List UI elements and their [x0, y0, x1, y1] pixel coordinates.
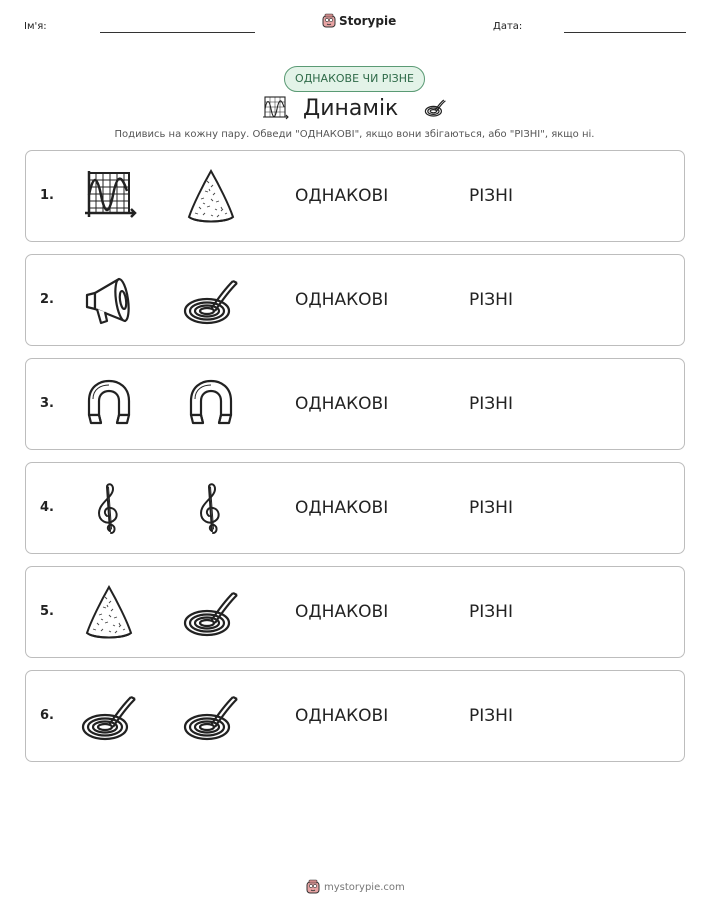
same-option[interactable]: ОДНАКОВІ [295, 706, 389, 726]
different-option[interactable]: РІЗНІ [469, 602, 513, 622]
magnet-icon [79, 375, 139, 435]
pair-row-1 [25, 150, 685, 242]
chart-icon [79, 167, 139, 227]
pair-row-2 [25, 254, 685, 346]
logo-text: Storypie [339, 14, 397, 28]
same-option[interactable]: ОДНАКОВІ [295, 498, 389, 518]
magnet-icon [181, 375, 241, 435]
different-option[interactable]: РІЗНІ [469, 186, 513, 206]
logo [322, 13, 396, 29]
coil-icon [181, 271, 241, 331]
pair-row-4 [25, 462, 685, 554]
storypie-mascot-icon [322, 13, 336, 29]
title-row [0, 94, 709, 124]
cone-icon [181, 167, 241, 227]
row-number: 3. [40, 396, 54, 411]
chart-icon [260, 94, 290, 124]
different-option[interactable]: РІЗНІ [469, 498, 513, 518]
same-option[interactable]: ОДНАКОВІ [295, 602, 389, 622]
treble-clef-icon [181, 479, 241, 539]
treble-clef-icon [79, 479, 139, 539]
row-number: 2. [40, 292, 54, 307]
pair-row-3 [25, 358, 685, 450]
date-label: Дата: [493, 21, 523, 32]
cone-icon [79, 583, 139, 643]
row-number: 4. [40, 500, 54, 515]
row-number: 1. [40, 188, 54, 203]
same-option[interactable]: ОДНАКОВІ [295, 186, 389, 206]
coil-icon [79, 687, 139, 747]
storypie-mascot-icon [306, 879, 320, 895]
page-title: Динамік [303, 96, 399, 121]
name-label: Ім'я: [24, 21, 47, 32]
row-number: 5. [40, 604, 54, 619]
pair-row-5 [25, 566, 685, 658]
same-option[interactable]: ОДНАКОВІ [295, 394, 389, 414]
coil-icon [181, 687, 241, 747]
pair-row-6 [25, 670, 685, 762]
instructions: Подивись на кожну пару. Обведи "ОДНАКОВІ", якщо вони збігаються, або "РІЗНІ", якщо ні. [114, 129, 595, 140]
worksheet-tag: ОДНАКОВЕ ЧИ РІЗНЕ [284, 66, 425, 92]
different-option[interactable]: РІЗНІ [469, 706, 513, 726]
row-number: 6. [40, 708, 54, 723]
coil-icon [181, 583, 241, 643]
same-option[interactable]: ОДНАКОВІ [295, 290, 389, 310]
date-field-line[interactable] [564, 32, 686, 33]
footer-site-link[interactable]: mystorypie.com [324, 881, 405, 893]
different-option[interactable]: РІЗНІ [469, 394, 513, 414]
coil-icon [422, 96, 448, 120]
different-option[interactable]: РІЗНІ [469, 290, 513, 310]
name-field-line[interactable] [100, 32, 255, 33]
megaphone-icon [79, 271, 139, 331]
footer [306, 879, 405, 895]
